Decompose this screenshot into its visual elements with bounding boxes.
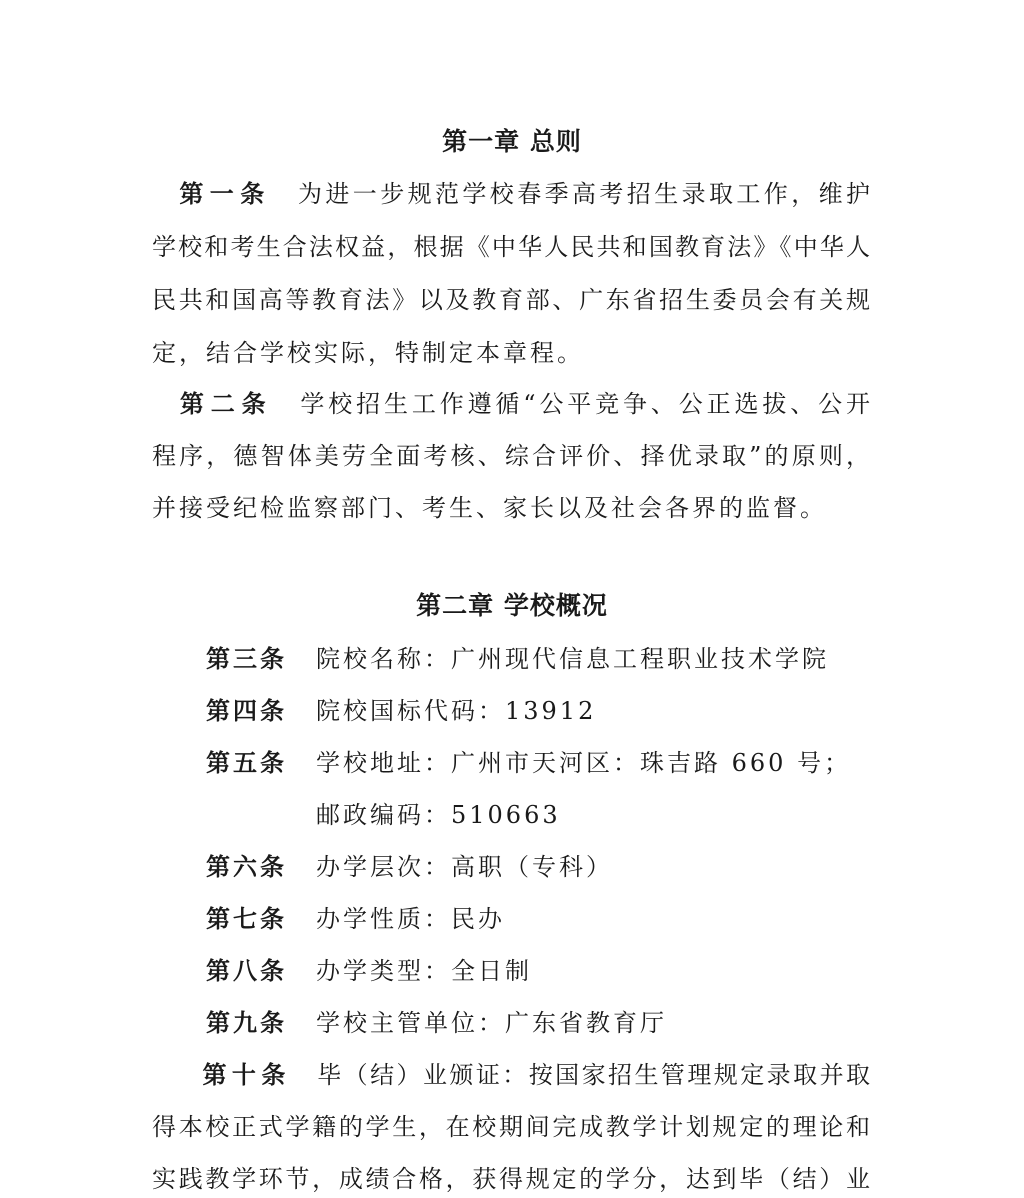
article-1-line-2: 学校和考生合法权益，根据《中华人民共和国教育法》《中华人 xyxy=(152,233,870,261)
chapter-1-title: 第一章 总则 xyxy=(442,127,582,156)
article-5 xyxy=(206,743,851,778)
article-7 xyxy=(206,899,505,934)
article-8 xyxy=(206,951,532,986)
article-10-line-3: 实践教学环节，成绩合格，获得规定的学分，达到毕（结）业 xyxy=(152,1165,870,1193)
article-4 xyxy=(206,691,596,726)
article-10-label: 第十条 xyxy=(200,1061,291,1089)
article-1-line-1: 第一条 为进一步规范学校春季高考招生录取工作，维护 xyxy=(176,180,871,208)
article-10-line-2: 得本校正式学籍的学生，在校期间完成教学计划规定的理论和 xyxy=(152,1113,870,1141)
article-2-line-1: 第二条 学校招生工作遵循“公平竞争、公正选拔、公开 xyxy=(176,390,870,418)
article-3-label: 第三条 xyxy=(206,645,287,673)
article-5-value: 学校地址：广州市天河区：珠吉路 660 号； xyxy=(316,749,852,777)
article-6 xyxy=(206,847,613,882)
article-2-line-2: 程序，德智体美劳全面考核、综合评价、择优录取”的原则， xyxy=(152,442,870,470)
article-1-label: 第一条 xyxy=(176,180,271,208)
article-3 xyxy=(206,639,829,674)
chapter-2-title: 第二章 学校概况 xyxy=(416,591,608,620)
article-6-label: 第六条 xyxy=(206,853,287,881)
article-5-postcode xyxy=(206,795,561,830)
article-6-value: 办学层次：高职（专科） xyxy=(316,853,613,881)
article-4-value: 院校国标代码：13912 xyxy=(316,697,597,725)
article-2-label: 第二条 xyxy=(176,390,273,418)
article-9 xyxy=(206,1003,667,1038)
article-5-value-2: 邮政编码：510663 xyxy=(316,801,561,829)
article-5-label: 第五条 xyxy=(206,749,287,777)
article-8-value: 办学类型：全日制 xyxy=(316,957,532,985)
article-7-label: 第七条 xyxy=(206,905,287,933)
article-2-line-3: 并接受纪检监察部门、考生、家长以及社会各界的监督。 xyxy=(152,494,827,522)
article-4-label: 第四条 xyxy=(206,697,287,725)
article-3-value: 院校名称：广州现代信息工程职业技术学院 xyxy=(316,645,829,673)
article-1-line-4: 定，结合学校实际，特制定本章程。 xyxy=(152,339,584,367)
article-1-line-3: 民共和国高等教育法》以及教育部、广东省招生委员会有关规 xyxy=(152,286,870,314)
article-7-value: 办学性质：民办 xyxy=(316,905,505,933)
article-9-value: 学校主管单位：广东省教育厅 xyxy=(316,1009,667,1037)
article-10-line-1: 第十条 毕（结）业颁证：按国家招生管理规定录取并取 xyxy=(200,1061,871,1089)
article-9-label: 第九条 xyxy=(206,1009,287,1037)
article-8-label: 第八条 xyxy=(206,957,287,985)
